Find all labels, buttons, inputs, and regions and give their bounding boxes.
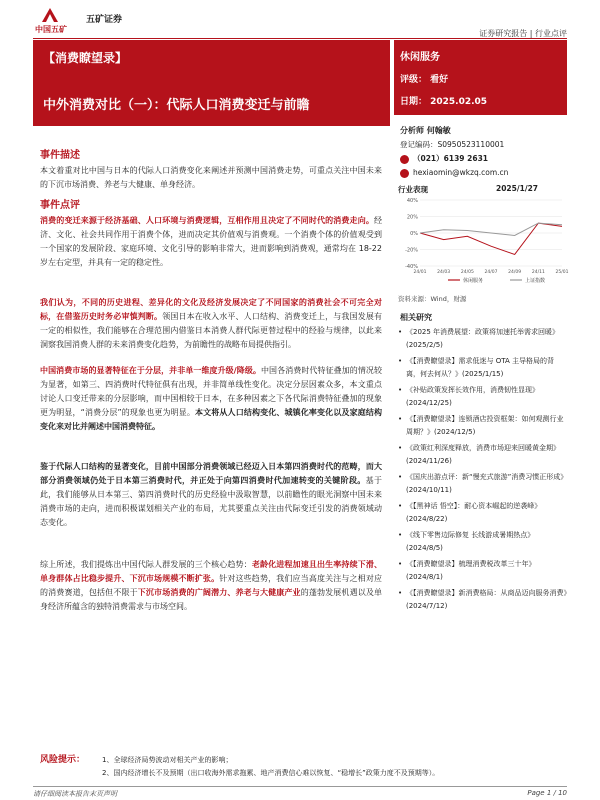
series-tag: 【消费瞭望录】	[43, 51, 128, 65]
related-research-item[interactable]: • 《国庆出游点评：新“慢充式旅游”消费习惯正形成》(2024/10/11)	[398, 471, 567, 497]
risk-line: 2、国内经济增长不及预期（出口收海外需求拖累、地产消费信心难以恢复、“稳增长”政策力度不及预期等）。	[102, 769, 440, 777]
email-icon	[400, 169, 409, 178]
paragraph-3-body: 中国各消费时代特征叠加的情况较为显著，如第三、四消费时代特征俱有出现，并非简单线性变化。决定分层因素众多，本文重点讨论人口变迁带来的分层影响，而中国相较于日本，在多种因素之下各代际消费特征叠加的现象更为明显，“消费分层”的现象也更为明显。	[40, 366, 383, 417]
report-type-label: 证券研究报告 | 行业点评	[479, 29, 567, 38]
analyst-cert: 登记编码：S0950523110001	[400, 140, 505, 149]
paragraph-2-highlight: 我们认为，不同的历史进程、差异化的文化及经济发展决定了不同国家的消费社会不可完全对标，在借鉴历史时务必审慎判断。	[40, 298, 382, 321]
footer-divider	[33, 786, 567, 787]
title-banner	[33, 40, 390, 126]
header-divider	[33, 38, 567, 39]
paragraph-5-highlight: 老龄化进程加速且出生率持续下滑、单身群体占比稳步提升、下沉市场规模不断扩张。	[40, 560, 383, 583]
analyst-phone: （021）6139 2631	[413, 154, 489, 163]
related-research-list	[398, 326, 567, 616]
chart-x-tick: 25/01	[555, 270, 569, 275]
phone-icon	[400, 155, 409, 164]
analyst-email[interactable]: hexiaomin@wkzq.com.cn	[413, 168, 509, 177]
industry-chart	[398, 184, 567, 288]
date-label: 日期： 2025.02.05	[400, 97, 488, 107]
paragraph-3-bold: 本文将从人口结构变化、城镇化率变化以及家庭结构变化来对比并阐述中国消费特征。	[40, 408, 383, 431]
related-research-item[interactable]: • 《政策红利深度释放，消费市场迎来回暖黄金期》(2024/11/26)	[398, 442, 567, 468]
chart-y-tick: -20%	[405, 247, 418, 254]
page-number: Page 1 / 10	[527, 789, 567, 797]
chart-x-tick: 24/03	[437, 270, 451, 275]
chart-svg	[398, 196, 567, 288]
risk-lines	[102, 754, 439, 780]
footer-disclaimer: 请仔细阅读本报告末页声明	[33, 790, 117, 798]
paragraph-5	[40, 558, 382, 614]
rating-panel	[394, 40, 567, 115]
paragraph-5-highlight-2: 下沉市场消费的广阔潜力、养老与大健康产业	[137, 588, 301, 597]
paragraph-4-bold: 鉴于代际人口结构的显著变化，目前中国部分消费领域已经迈入日本第四消费时代的范畴，而大部分消费领域仍处于日本第三消费时代，并正处于向第四消费时代加速转变的关键阶段。	[40, 462, 382, 485]
paragraph-1-highlight: 消费的变迁来源于经济基础、人口环境与消费逻辑，互相作用且决定了不同时代的消费走向。	[40, 216, 374, 225]
paragraph-5-a: 综上所述，我们提炼出中国代际人群发展的三个核心趋势：	[40, 560, 252, 569]
paragraph-2	[40, 296, 382, 352]
related-research-item[interactable]: • 《补贴政策发挥长效作用，消费韧性显现》(2024/12/25)	[398, 384, 567, 410]
chart-date: 2025/1/27	[496, 184, 539, 193]
analyst-name: 分析师 何翰敏	[400, 126, 451, 135]
company-logo-icon	[40, 6, 60, 24]
rating-label: 评级： 看好	[400, 75, 449, 85]
chart-y-tick: 20%	[406, 214, 418, 221]
analyst-phone-row	[400, 152, 567, 166]
paragraph-4-body: 基于此，我们能够从日本第三、第四消费时代的历史经验中汲取智慧，以前瞻性的眼光洞察中国未来消费市场的走向，进而积极谋划相关产业的布局，尤其要重点关注由代际变迁引发的消费领域动态变化。	[40, 476, 383, 527]
risk-label: 风险提示：	[40, 755, 86, 765]
related-research-item[interactable]: • 《2025 年消费展望：政策将加速托举需求回暖》(2025/2/5)	[398, 326, 567, 352]
event-desc-heading: 事件描述	[40, 150, 80, 161]
page-header	[0, 0, 600, 40]
chart-x-tick: 24/05	[460, 270, 474, 275]
analyst-email-row	[400, 166, 567, 180]
report-title: 中外消费对比（一）：代际人口消费变迁与前瞻	[43, 98, 310, 113]
chart-title: 行业表现	[398, 185, 428, 194]
related-research-item[interactable]: • 《【消费瞭望录】连锁酒店投资框架：如何观测行业周期？》(2024/12/5)	[398, 413, 567, 439]
chart-x-tick: 24/11	[531, 270, 545, 275]
event-comment-heading: 事件点评	[40, 200, 80, 211]
related-research-item[interactable]: • 《线下零售边际修复 长线游成暑期热点》(2024/8/5)	[398, 529, 567, 555]
related-research-item[interactable]: • 《【消费瞭望录】新消费格局：从商品迈向服务消费》(2024/7/12)	[398, 587, 567, 613]
logo-text: 中国五矿	[35, 25, 67, 34]
chart-legend-label: 上证指数	[525, 278, 546, 284]
related-research-heading: 相关研究	[400, 313, 432, 322]
industry-label: 休闲服务	[400, 52, 440, 63]
paragraph-3-highlight: 中国消费市场的显著特征在于分层，并非单一维度升级/降级。	[40, 366, 261, 375]
paragraph-2-body: 领国日本在收入水平、人口结构、消费变迁上，与我国发展有一定的相似性，我们能够在合理范围内借鉴日本消费人群代际更替过程中的经验与规律，以此来洞察我国消费人群的未来消费变化趋势，为前瞻性的战略布局提供指引。	[40, 312, 383, 349]
paragraph-4	[40, 460, 382, 530]
related-research-item[interactable]: • 《【黑神话 悟空】：耐心资本崛起的逆袭峰》(2024/8/22)	[398, 500, 567, 526]
paragraph-3	[40, 364, 382, 434]
event-desc-text: 本文着重对比中国与日本的代际人口消费变化来阐述并预测中国消费走势，可重点关注中国未来的下沉市场消费、养老与大健康、单身经济。	[40, 166, 382, 189]
chart-x-tick: 24/01	[413, 270, 427, 275]
paragraph-1-body: 经济、文化、社会共同作用于消费个体，进而决定其价值观与消费观。一个消费个体的价值观受到一个国家的发展阶段、家庭环境、文化引导的影响非常大，进而影响到消费观，通常均在 18-22 岁左右定型，并具有一定的稳定性。	[40, 216, 382, 267]
chart-y-tick: -40%	[405, 264, 418, 270]
related-research-item[interactable]: • 《【消费瞭望录】梳理消费税改革三十年》(2024/8/1)	[398, 558, 567, 584]
related-research-item[interactable]: • 《【消费瞭望录】需求低迷与 OTA 主导格局的背离，何去何从？》(2025/1/15)	[398, 355, 567, 381]
company-name: 五矿证券	[86, 15, 123, 25]
risk-line: 1、全球经济局势波动对相关产业的影响；	[102, 756, 233, 764]
paragraph-5-c: 的蓬勃发展机遇以及单身经济所蕴含的独特消费需求与市场空间。	[40, 588, 383, 611]
paragraph-1	[40, 214, 382, 270]
chart-x-tick: 24/09	[508, 270, 522, 275]
analyst-info	[400, 124, 567, 180]
chart-y-tick: 40%	[406, 198, 418, 204]
chart-series-line	[420, 223, 562, 235]
chart-legend-label: 休闲服务	[463, 278, 484, 284]
chart-x-tick: 24/07	[484, 270, 498, 275]
paragraph-5-b: 针对这些趋势，我们应当高度关注与之相对应的消费赛道，包括但不限于	[40, 574, 382, 597]
chart-source: 资料来源：Wind，财源	[398, 295, 467, 303]
chart-y-tick: 0%	[410, 231, 418, 237]
